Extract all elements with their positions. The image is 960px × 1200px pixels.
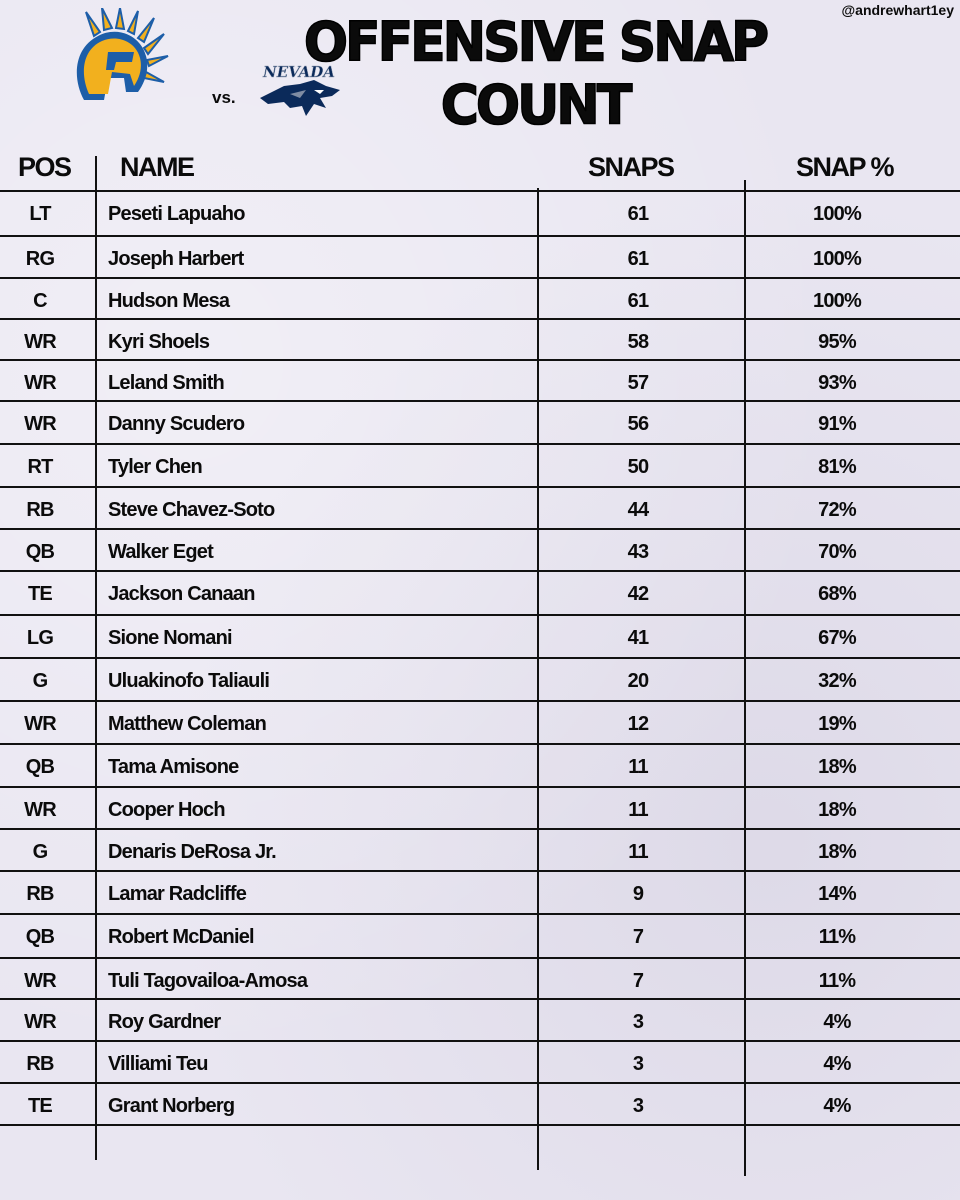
row-position: TE — [28, 1095, 52, 1117]
row-divider — [0, 998, 960, 1000]
header-pos: POS — [18, 152, 71, 182]
row-position: WR — [24, 1011, 56, 1033]
row-snap-pct: 67% — [818, 627, 856, 649]
row-snap-pct: 11% — [818, 926, 856, 948]
row-divider — [0, 400, 960, 402]
row-position: RB — [26, 1053, 54, 1075]
row-name: Leland Smith — [108, 372, 224, 394]
row-snaps: 3 — [632, 1053, 644, 1075]
row-name: Sione Nomani — [108, 627, 232, 649]
row-divider — [0, 700, 960, 702]
row-name: Matthew Coleman — [108, 713, 267, 735]
divider-name-snaps — [537, 188, 539, 1170]
row-snaps: 43 — [627, 541, 649, 563]
row-snap-pct: 11% — [818, 970, 856, 992]
row-snap-pct: 18% — [818, 799, 856, 821]
row-name: Kyri Shoels — [108, 331, 210, 353]
header-name: NAME — [120, 152, 194, 182]
row-position: LT — [29, 203, 51, 225]
row-position: QB — [25, 541, 55, 563]
row-snap-pct: 4% — [823, 1053, 851, 1075]
row-name: Tuli Tagovailoa-Amosa — [108, 970, 308, 992]
row-divider — [0, 786, 960, 788]
row-position: LG — [26, 627, 54, 649]
row-snaps: 58 — [627, 331, 649, 353]
row-position: RG — [25, 248, 55, 270]
row-divider — [0, 1040, 960, 1042]
row-name: Jackson Canaan — [108, 583, 255, 605]
row-position: WR — [24, 799, 56, 821]
row-snaps: 7 — [632, 926, 644, 948]
row-snaps: 61 — [627, 203, 649, 225]
row-divider — [0, 870, 960, 872]
row-divider — [0, 657, 960, 659]
row-snaps: 57 — [627, 372, 649, 394]
row-position: RB — [26, 883, 54, 905]
row-divider — [0, 570, 960, 572]
spartan-helmet-icon — [64, 8, 170, 112]
row-position: WR — [24, 372, 56, 394]
row-divider — [0, 359, 960, 361]
row-divider — [0, 743, 960, 745]
row-divider — [0, 318, 960, 320]
row-snap-pct: 68% — [818, 583, 856, 605]
row-divider — [0, 528, 960, 530]
row-snaps: 11 — [628, 841, 648, 863]
row-snap-pct: 100% — [813, 203, 861, 225]
row-position: RT — [27, 456, 53, 478]
row-snaps: 44 — [627, 499, 649, 521]
row-name: Villiami Teu — [108, 1053, 208, 1075]
row-name: Grant Norberg — [108, 1095, 235, 1117]
title-line-1: OFFENSIVE SNAP — [303, 11, 767, 74]
row-divider — [0, 277, 960, 279]
row-divider — [0, 957, 960, 959]
row-divider — [0, 190, 960, 192]
row-snaps: 20 — [627, 670, 649, 692]
row-snap-pct: 32% — [818, 670, 856, 692]
row-position: RB — [26, 499, 54, 521]
row-snap-pct: 14% — [818, 883, 856, 905]
row-name: Hudson Mesa — [108, 290, 230, 312]
row-position: WR — [24, 331, 56, 353]
row-position: WR — [24, 970, 56, 992]
row-position: G — [32, 670, 48, 692]
handle: @andrewhart1ey — [841, 2, 954, 18]
row-position: C — [33, 290, 47, 312]
row-divider — [0, 235, 960, 237]
row-snap-pct: 4% — [823, 1011, 851, 1033]
header-snap-pct: SNAP % — [796, 152, 894, 182]
row-snaps: 61 — [627, 248, 649, 270]
row-snap-pct: 18% — [818, 841, 856, 863]
row-position: QB — [25, 756, 55, 778]
row-snap-pct: 100% — [813, 290, 861, 312]
row-name: Roy Gardner — [108, 1011, 221, 1033]
row-divider — [0, 614, 960, 616]
row-snap-pct: 4% — [823, 1095, 851, 1117]
row-divider — [0, 913, 960, 915]
row-name: Peseti Lapuaho — [108, 203, 245, 225]
row-divider — [0, 1124, 960, 1126]
row-position: G — [32, 841, 48, 863]
row-snaps: 9 — [632, 883, 644, 905]
row-name: Tyler Chen — [108, 456, 202, 478]
row-snaps: 50 — [627, 456, 649, 478]
row-divider — [0, 443, 960, 445]
vs-label: vs. — [212, 88, 236, 107]
row-name: Uluakinofo Taliauli — [108, 670, 270, 692]
row-position: QB — [25, 926, 55, 948]
row-name: Steve Chavez-Soto — [108, 499, 275, 521]
row-snap-pct: 81% — [818, 456, 856, 478]
divider-snaps-pct — [744, 180, 746, 1176]
row-snaps: 11 — [628, 756, 648, 778]
row-divider — [0, 486, 960, 488]
row-name: Denaris DeRosa Jr. — [108, 841, 276, 863]
row-position: WR — [24, 713, 56, 735]
row-name: Tama Amisone — [108, 756, 239, 778]
row-name: Walker Eget — [108, 541, 213, 563]
row-divider — [0, 1082, 960, 1084]
row-name: Cooper Hoch — [108, 799, 225, 821]
nevada-wordmark: NEVADA — [263, 63, 335, 81]
row-name: Lamar Radcliffe — [108, 883, 247, 905]
row-snap-pct: 70% — [818, 541, 856, 563]
row-snap-pct: 19% — [818, 713, 856, 735]
row-name: Robert McDaniel — [108, 926, 254, 948]
row-snaps: 61 — [627, 290, 649, 312]
row-snaps: 56 — [627, 413, 649, 435]
title-line-2: COUNT — [440, 74, 630, 137]
row-snaps: 3 — [632, 1095, 644, 1117]
row-snap-pct: 95% — [818, 331, 856, 353]
row-snaps: 42 — [627, 583, 649, 605]
row-snaps: 11 — [628, 799, 648, 821]
row-snap-pct: 100% — [813, 248, 861, 270]
row-position: WR — [24, 413, 56, 435]
row-snap-pct: 93% — [818, 372, 856, 394]
row-snap-pct: 91% — [818, 413, 856, 435]
row-snaps: 7 — [632, 970, 644, 992]
row-snap-pct: 18% — [818, 756, 856, 778]
row-snaps: 3 — [632, 1011, 644, 1033]
header-snaps: SNAPS — [588, 152, 674, 182]
row-name: Danny Scudero — [108, 413, 245, 435]
row-divider — [0, 828, 960, 830]
page-title — [300, 11, 770, 137]
row-position: TE — [28, 583, 52, 605]
row-snaps: 12 — [627, 713, 649, 735]
row-snaps: 41 — [627, 627, 649, 649]
row-snap-pct: 72% — [818, 499, 856, 521]
row-name: Joseph Harbert — [108, 248, 244, 270]
